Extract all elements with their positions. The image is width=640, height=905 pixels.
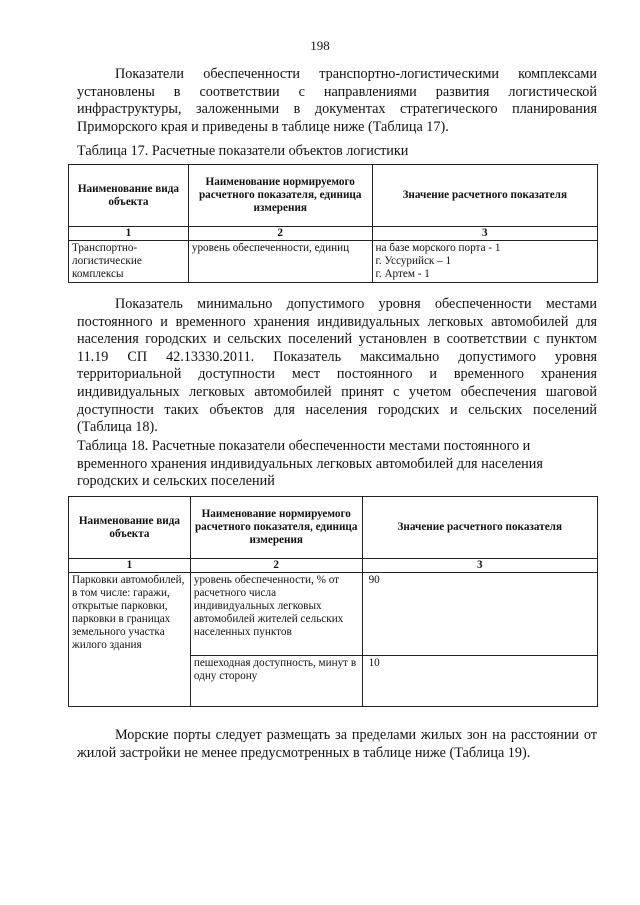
table17-value-cell: [372, 241, 597, 283]
table18-header-value: Значение расчетного показателя: [362, 497, 597, 559]
table17-object-cell: Транспортно-логистические комплексы: [69, 241, 189, 283]
table17-colnum-1: 1: [69, 227, 189, 241]
table18-colnum-1: 1: [69, 559, 191, 573]
table18-indicator-cell: уровень обеспеченности, % от расчетного числа индивидуальных легковых автомобилей жителей сельских населенных пунктов: [190, 573, 362, 656]
table17-colnum-2: 2: [188, 227, 372, 241]
table17-colnum-3: 3: [372, 227, 597, 241]
table18-caption: Таблица 18. Расчетные показатели обеспеченности местами постоянного и временного хранения индивидуальных легковых автомобилей для населения городских и сельских поселений: [77, 438, 543, 490]
table18-colnum-2: 2: [190, 559, 362, 573]
table18-header-indicator: Наименование нормируемого расчетного показателя, единица измерения: [190, 497, 362, 559]
table18-value-cell: 10: [362, 656, 597, 707]
table18-value-cell: 90: [362, 573, 597, 656]
table17-header-indicator: Наименование нормируемого расчетного показателя, единица измерения: [188, 165, 372, 227]
table-row: [69, 573, 598, 656]
table18-indicator-cell: пешеходная доступность, минут в одну сторону: [190, 656, 362, 707]
table-row: [69, 241, 598, 283]
table17-indicator-cell: уровень обеспеченности, единиц: [188, 241, 372, 283]
table17-value-line: г. Уссурийск – 1: [375, 255, 452, 267]
paragraph-parking-intro: Показатель минимально допустимого уровня обеспеченности местами постоянного и временного хранения индивидуальных легковых автомобилей для населения городских и сельских поселений установлен в соответствии с пунктом 11.19 СП 42.13330.2011. Показатель максимально допустимого уровня территориальной доступности мест постоянного и временного хранения индивидуальных легковых автомобилей принят с учетом обеспечения шаговой доступности таких объектов для населения городских и сельских поселений (Таблица 18).: [77, 296, 597, 436]
table18: [68, 496, 598, 707]
table18-colnum-3: 3: [362, 559, 597, 573]
paragraph-logistics-intro: Показатели обеспеченности транспортно-логистическими комплексами установлены в соответствии с направлениями развития логистической инфраструктуры, заложенными в документах стратегического планирования Приморского края и приведены в таблице ниже (Таблица 17).: [77, 66, 597, 135]
table18-object-cell: Парковки автомобилей, в том числе: гаражи, открытые парковки, парковки в границах земельного участка жилого здания: [69, 573, 191, 707]
table17-caption: Таблица 17. Расчетные показатели объектов логистики: [77, 143, 409, 159]
page-number: 198: [310, 38, 330, 53]
table17-value-line: г. Артем - 1: [375, 268, 430, 280]
table17: [68, 164, 598, 283]
table18-header-object: Наименование вида объекта: [69, 497, 191, 559]
paragraph-sea-ports: Морские порты следует размещать за пределами жилых зон на расстоянии от жилой застройки не менее предусмотренных в таблице ниже (Таблица 19).: [77, 727, 597, 761]
table17-header-value: Значение расчетного показателя: [372, 165, 597, 227]
table17-header-object: Наименование вида объекта: [69, 165, 189, 227]
table17-value-line: на базе морского порта - 1: [375, 242, 501, 254]
